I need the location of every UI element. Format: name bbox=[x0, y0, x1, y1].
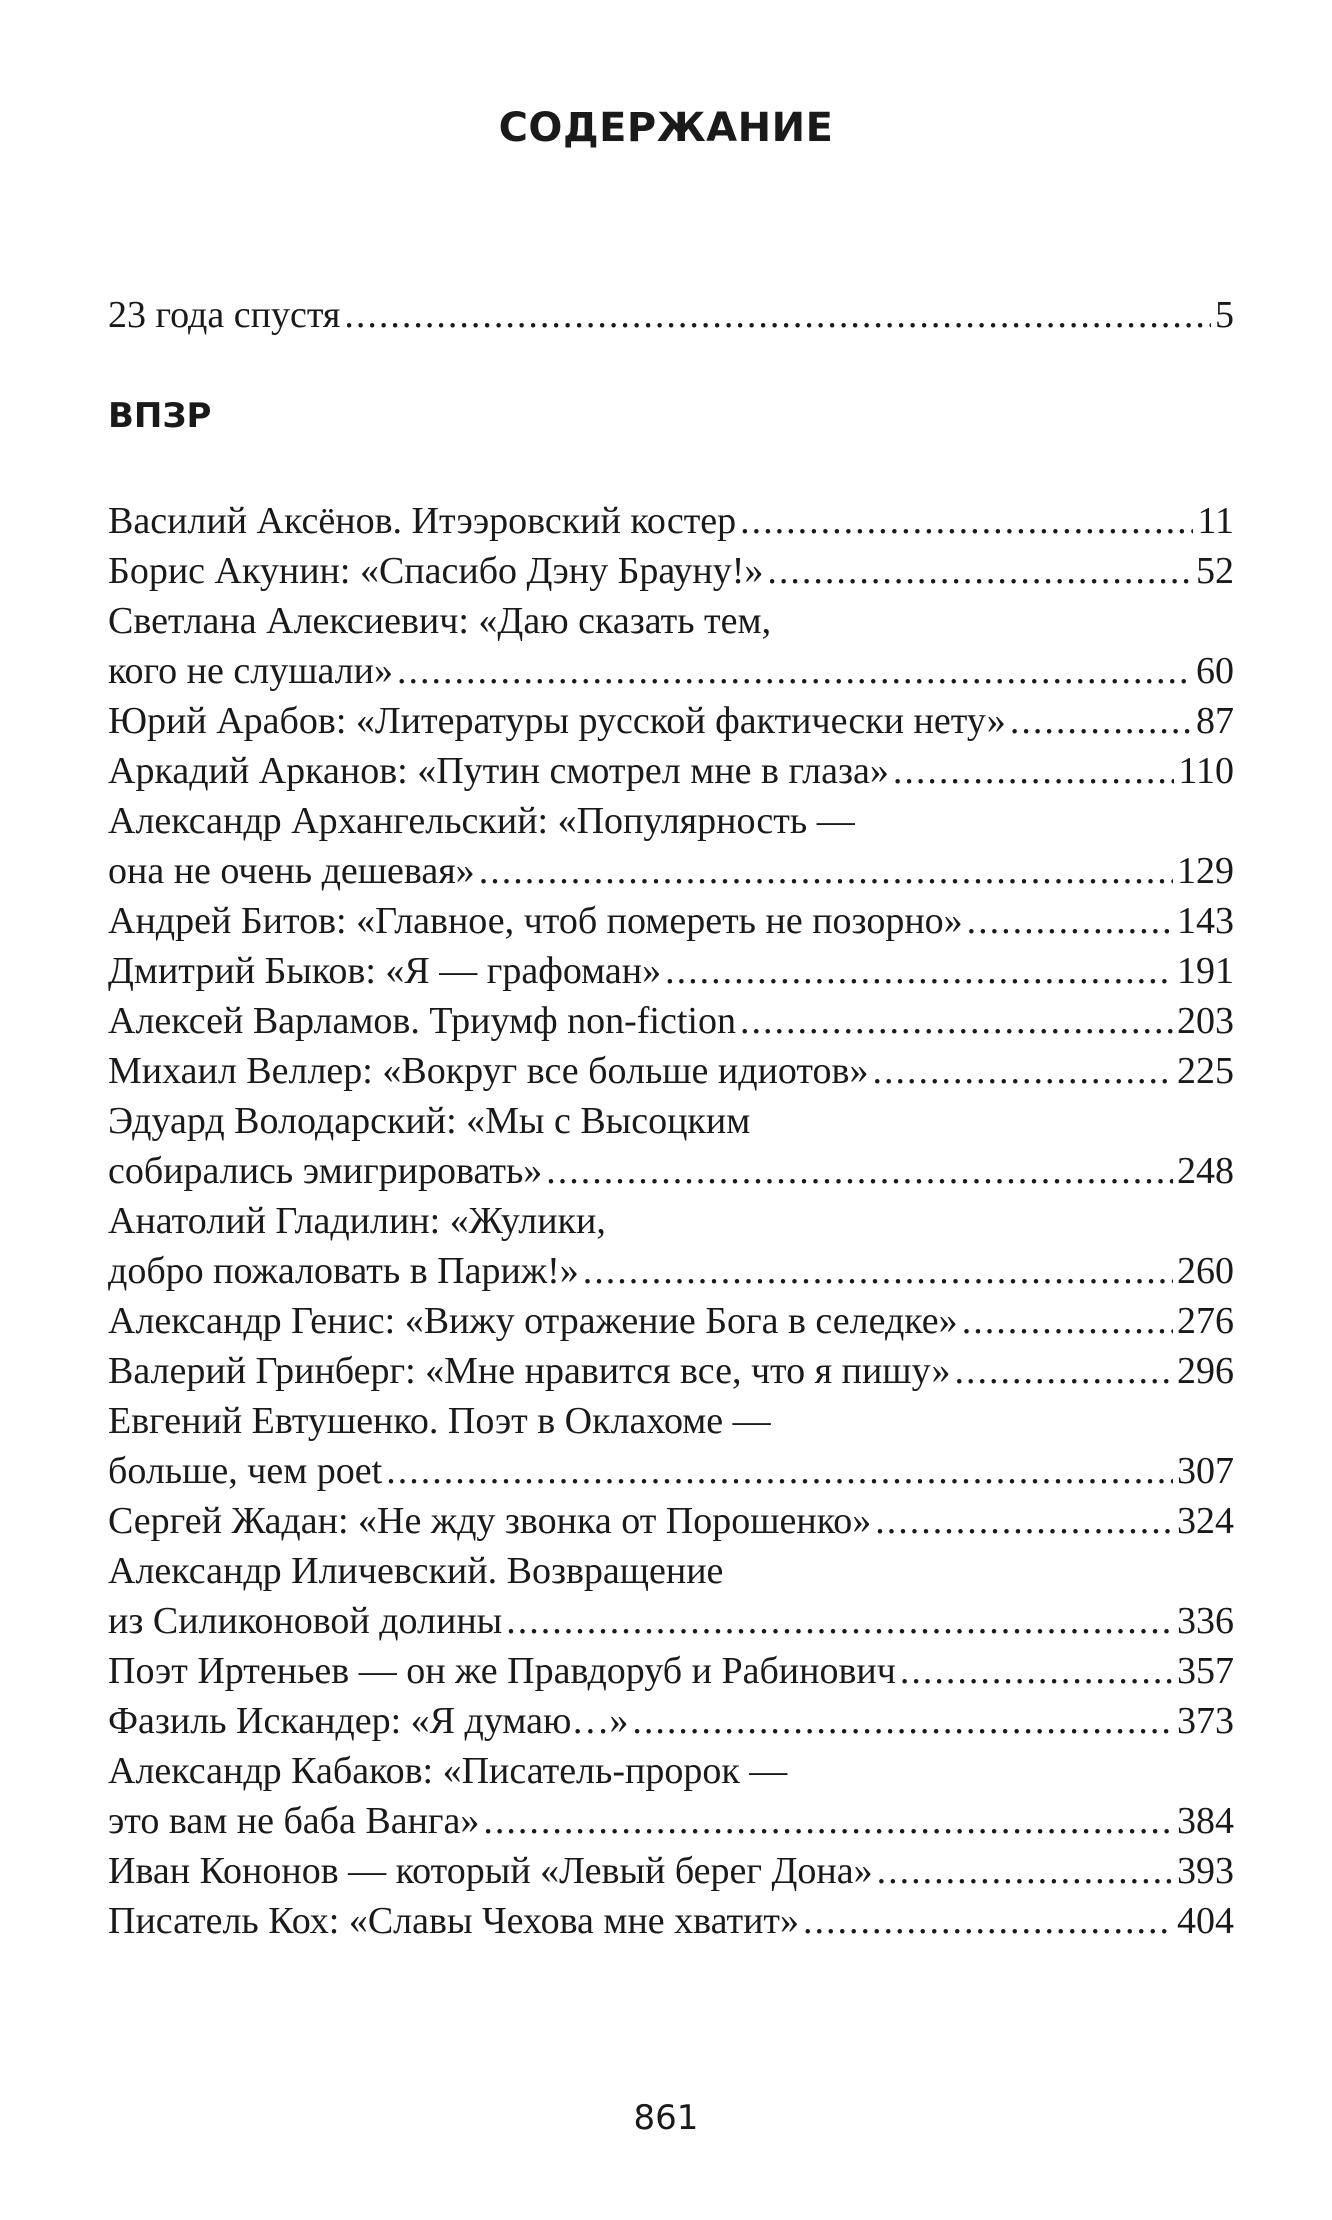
toc-entry bbox=[108, 596, 1234, 646]
toc-entry-page: 129 bbox=[1177, 850, 1234, 892]
toc-entry bbox=[108, 1046, 1234, 1096]
dot-leader bbox=[506, 1596, 1173, 1646]
toc-list bbox=[108, 496, 1234, 1946]
toc-intro bbox=[108, 290, 1234, 340]
toc-entry bbox=[108, 1296, 1234, 1346]
toc-entry-title: Валерий Гринберг: «Мне нравится все, что я пишу» bbox=[108, 1350, 951, 1392]
toc-entry bbox=[108, 796, 1234, 846]
toc-entry-page: 248 bbox=[1177, 1150, 1234, 1192]
toc-entry-page: 110 bbox=[1178, 750, 1234, 792]
toc-entry bbox=[108, 1496, 1234, 1546]
toc-entry-title: из Силиконовой долины bbox=[108, 1600, 503, 1642]
toc-entry-title: Иван Кононов — который «Левый берег Дона» bbox=[108, 1850, 873, 1892]
toc-entry-title: Евгений Евтушенко. Поэт в Оклахоме — bbox=[108, 1400, 771, 1442]
toc-entry-page: 336 bbox=[1177, 1600, 1234, 1642]
toc-entry-title: Анатолий Гладилин: «Жулики, bbox=[108, 1200, 606, 1242]
toc-entry-continuation bbox=[108, 1796, 1234, 1846]
toc-entry-continuation bbox=[108, 1596, 1234, 1646]
toc-entry-page: 373 bbox=[1177, 1700, 1234, 1742]
toc-entry bbox=[108, 1346, 1234, 1396]
toc-entry-title: добро пожаловать в Париж!» bbox=[108, 1250, 579, 1292]
toc-entry bbox=[108, 1846, 1234, 1896]
toc-entry-page: 191 bbox=[1177, 950, 1234, 992]
toc-entry-title: Александр Кабаков: «Писатель-пророк — bbox=[108, 1750, 788, 1792]
toc-entry-title: это вам не баба Ванга» bbox=[108, 1800, 480, 1842]
toc-entry-continuation bbox=[108, 1446, 1234, 1496]
toc-entry-title: Светлана Алексиевич: «Даю сказать тем, bbox=[108, 600, 772, 642]
toc-entry-continuation bbox=[108, 1146, 1234, 1196]
toc-entry bbox=[108, 546, 1234, 596]
toc-entry-title: Фазиль Искандер: «Я думаю…» bbox=[108, 1700, 629, 1742]
toc-entry-continuation bbox=[108, 646, 1234, 696]
toc-entry bbox=[108, 1696, 1234, 1746]
toc-entry-page: 143 bbox=[1177, 900, 1234, 942]
dot-leader bbox=[479, 846, 1173, 896]
dot-leader bbox=[872, 1046, 1173, 1096]
dot-leader bbox=[583, 1246, 1173, 1296]
toc-entry-page: 307 bbox=[1177, 1450, 1234, 1492]
toc-entry-page: 404 bbox=[1177, 1900, 1234, 1942]
toc-entry-page: 203 bbox=[1177, 1000, 1234, 1042]
toc-entry-title: она не очень дешевая» bbox=[108, 850, 475, 892]
toc-entry bbox=[108, 1646, 1234, 1696]
toc-entry-title: Александр Генис: «Вижу отражение Бога в селедке» bbox=[108, 1300, 958, 1342]
dot-leader bbox=[877, 1846, 1173, 1896]
dot-leader bbox=[740, 996, 1173, 1046]
toc-entry-page: 52 bbox=[1196, 550, 1234, 592]
toc-entry-page: 260 bbox=[1177, 1250, 1234, 1292]
toc-entry bbox=[108, 996, 1234, 1046]
toc-entry-title: Алексей Варламов. Триумф non-fiction bbox=[108, 1000, 736, 1042]
toc-entry-title: Александр Иличевский. Возвращение bbox=[108, 1550, 724, 1592]
toc-entry bbox=[108, 290, 1234, 340]
toc-entry-page: 5 bbox=[1215, 294, 1234, 336]
toc-entry-title: Поэт Иртеньев — он же Правдоруб и Рабинович bbox=[108, 1650, 896, 1692]
toc-entry-page: 324 bbox=[1177, 1500, 1234, 1542]
dot-leader bbox=[767, 546, 1192, 596]
toc-entry bbox=[108, 1546, 1234, 1596]
dot-leader bbox=[875, 1496, 1173, 1546]
toc-entry-page: 357 bbox=[1177, 1650, 1234, 1692]
dot-leader bbox=[665, 946, 1173, 996]
section-heading: ВПЗР bbox=[108, 396, 212, 436]
toc-entry-page: 276 bbox=[1177, 1300, 1234, 1342]
dot-leader bbox=[397, 646, 1192, 696]
toc-entry-title: Андрей Битов: «Главное, чтоб помереть не позорно» bbox=[108, 900, 963, 942]
toc-entry-title: Писатель Кох: «Славы Чехова мне хватит» bbox=[108, 1900, 800, 1942]
dot-leader bbox=[1010, 696, 1192, 746]
toc-entry-continuation bbox=[108, 846, 1234, 896]
toc-entry bbox=[108, 896, 1234, 946]
toc-entry-title: Василий Аксёнов. Итээровский костер bbox=[108, 500, 737, 542]
toc-entry bbox=[108, 496, 1234, 546]
toc-entry bbox=[108, 1746, 1234, 1796]
dot-leader bbox=[955, 1346, 1173, 1396]
toc-entry-page: 87 bbox=[1196, 700, 1234, 742]
toc-entry-page: 296 bbox=[1177, 1350, 1234, 1392]
toc-entry-continuation bbox=[108, 1246, 1234, 1296]
toc-entry-title: Дмитрий Быков: «Я — графоман» bbox=[108, 950, 662, 992]
toc-entry-page: 393 bbox=[1177, 1850, 1234, 1892]
dot-leader bbox=[546, 1146, 1173, 1196]
toc-entry-title: Юрий Арабов: «Литературы русской фактически нету» bbox=[108, 700, 1006, 742]
dot-leader bbox=[632, 1696, 1173, 1746]
toc-entry-title: собирались эмигрировать» bbox=[108, 1150, 543, 1192]
toc-entry-title: Сергей Жадан: «Не жду звонка от Порошенко» bbox=[108, 1500, 872, 1542]
toc-entry-title: Михаил Веллер: «Вокруг все больше идиотов» bbox=[108, 1050, 869, 1092]
toc-entry-title: 23 года спустя bbox=[108, 294, 341, 336]
dot-leader bbox=[803, 1896, 1173, 1946]
toc-entry bbox=[108, 1396, 1234, 1446]
toc-entry-page: 60 bbox=[1196, 650, 1234, 692]
toc-entry-title: Борис Акунин: «Спасибо Дэну Брауну!» bbox=[108, 550, 764, 592]
toc-entry bbox=[108, 696, 1234, 746]
toc-entry-page: 225 bbox=[1177, 1050, 1234, 1092]
dot-leader bbox=[386, 1446, 1173, 1496]
toc-entry bbox=[108, 1896, 1234, 1946]
dot-leader bbox=[483, 1796, 1173, 1846]
toc-entry-page: 384 bbox=[1177, 1800, 1234, 1842]
dot-leader bbox=[893, 746, 1175, 796]
toc-entry-title: Эдуард Володарский: «Мы с Высоцким bbox=[108, 1100, 751, 1142]
dot-leader bbox=[900, 1646, 1173, 1696]
dot-leader bbox=[344, 290, 1211, 340]
toc-entry bbox=[108, 1196, 1234, 1246]
toc-entry-title: Александр Архангельский: «Популярность — bbox=[108, 800, 855, 842]
dot-leader bbox=[962, 1296, 1173, 1346]
toc-entry-title: больше, чем poet bbox=[108, 1450, 383, 1492]
toc-entry bbox=[108, 1096, 1234, 1146]
toc-entry-title: кого не слушали» bbox=[108, 650, 393, 692]
toc-entry bbox=[108, 946, 1234, 996]
dot-leader bbox=[740, 496, 1193, 546]
page-number: 861 bbox=[633, 2098, 699, 2138]
toc-entry-page: 11 bbox=[1197, 500, 1234, 542]
toc-entry-title: Аркадий Арканов: «Путин смотрел мне в глаза» bbox=[108, 750, 889, 792]
page-title: СОДЕРЖАНИЕ bbox=[498, 105, 834, 151]
toc-entry bbox=[108, 746, 1234, 796]
dot-leader bbox=[967, 896, 1173, 946]
